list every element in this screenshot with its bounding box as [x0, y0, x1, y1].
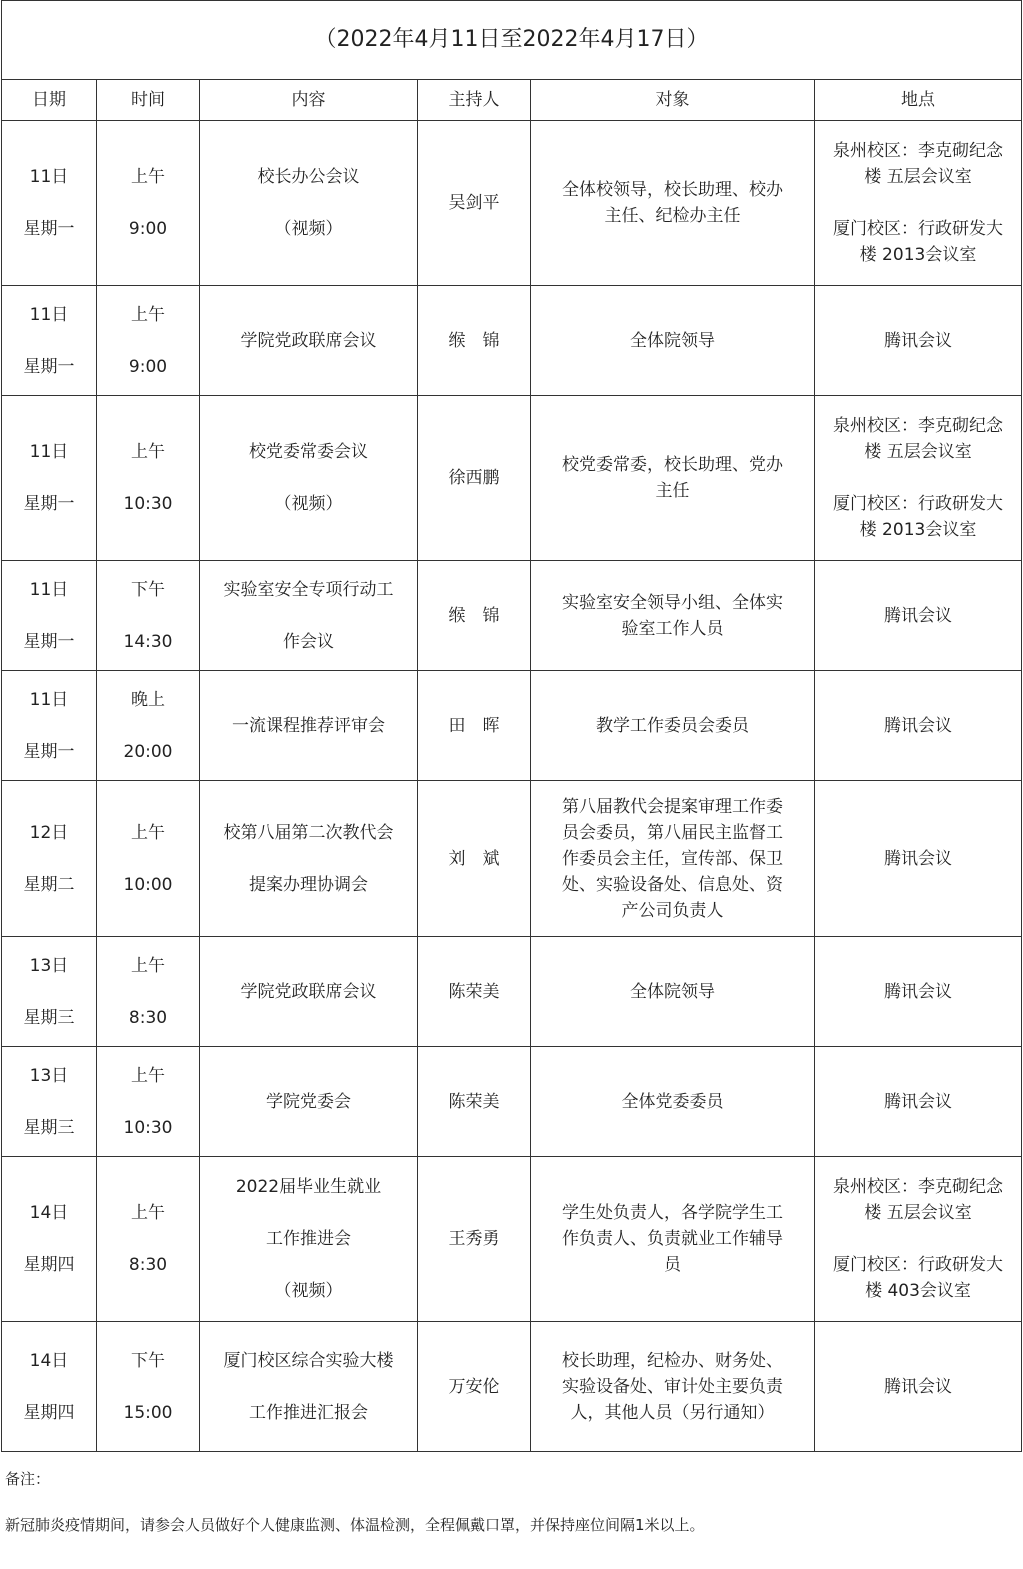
header-time: 时间 — [97, 80, 200, 121]
host-cell: 刘 斌 — [418, 781, 531, 937]
location-line: 腾讯会议 — [884, 1376, 952, 1397]
time-cell — [97, 561, 200, 671]
time-period: 上午 — [131, 955, 165, 976]
target-line: 全体院领导 — [630, 330, 715, 351]
content-line: （视频） — [274, 1281, 343, 1301]
table-header-row — [2, 80, 1022, 121]
content-line: 学院党政联席会议 — [240, 330, 377, 351]
time-cell — [97, 121, 200, 286]
target-cell — [531, 937, 815, 1047]
date-cell — [2, 396, 97, 561]
host-cell: 王秀勇 — [418, 1157, 531, 1322]
location-line: 腾讯会议 — [884, 1091, 952, 1112]
content-cell — [200, 286, 418, 396]
date-day: 12日 — [29, 822, 69, 843]
location-cell — [815, 781, 1022, 937]
content-line: 校长办公会议 — [257, 167, 360, 187]
date-weekday: 星期四 — [23, 1402, 75, 1423]
date-cell — [2, 937, 97, 1047]
date-cell — [2, 1047, 97, 1157]
host-cell: 陈荣美 — [418, 937, 531, 1047]
content-line: 厦门校区综合实验大楼 — [223, 1350, 394, 1371]
table-row — [2, 671, 1022, 781]
target-line: 学生处负责人，各学院学生工 — [562, 1203, 783, 1223]
target-line: 全体校领导，校长助理、校办 — [562, 180, 783, 200]
time-period: 上午 — [131, 442, 165, 462]
content-cell — [200, 1157, 418, 1322]
target-line: 主任、纪检办主任 — [604, 206, 741, 226]
notes-section — [5, 1468, 705, 1536]
target-line: 教学工作委员会委员 — [596, 715, 749, 736]
target-line: 员会委员，第八届民主监督工 — [562, 822, 783, 843]
time-cell — [97, 937, 200, 1047]
time-period: 下午 — [131, 1350, 165, 1371]
location-line: 腾讯会议 — [884, 848, 952, 869]
date-range-title: （2022年4月11日至2022年4月17日） — [2, 1, 1022, 80]
location-gap — [821, 465, 1015, 491]
content-cell — [200, 121, 418, 286]
target-cell — [531, 671, 815, 781]
content-line: （视频） — [274, 219, 343, 239]
target-line: 作负责人、负责就业工作辅导 — [562, 1229, 783, 1249]
date-cell — [2, 671, 97, 781]
target-cell — [531, 396, 815, 561]
host-cell: 徐西鹏 — [418, 396, 531, 561]
location-cell — [815, 396, 1022, 561]
notes-text: 新冠肺炎疫情期间，请参会人员做好个人健康监测、体温检测，全程佩戴口罩，并保持座位间隔1米以上。 — [5, 1516, 705, 1534]
location-quanzhou-room: 楼 五层会议室 — [864, 442, 972, 462]
date-day: 11日 — [29, 442, 69, 462]
target-cell — [531, 286, 815, 396]
content-line: 学院党政联席会议 — [240, 981, 377, 1002]
table-row — [2, 561, 1022, 671]
content-line: 学院党委会 — [266, 1091, 351, 1112]
location-quanzhou-room: 楼 五层会议室 — [864, 167, 972, 187]
time-value: 14:30 — [123, 631, 173, 652]
time-period: 上午 — [131, 1065, 165, 1086]
location-xiamen-line: 厦门校区：行政研发大 — [833, 1255, 1003, 1275]
time-cell — [97, 396, 200, 561]
content-cell — [200, 561, 418, 671]
host-cell: 缑 锦 — [418, 561, 531, 671]
content-cell — [200, 671, 418, 781]
location-cell — [815, 937, 1022, 1047]
host-cell: 田 晖 — [418, 671, 531, 781]
time-value: 8:30 — [128, 1255, 168, 1275]
location-gap — [821, 190, 1015, 216]
target-cell — [531, 561, 815, 671]
host-cell: 陈荣美 — [418, 1047, 531, 1157]
location-quanzhou-line: 泉州校区：李克砌纪念 — [833, 416, 1003, 436]
location-cell — [815, 121, 1022, 286]
date-day: 14日 — [29, 1203, 69, 1223]
content-line: 一流课程推荐评审会 — [232, 715, 385, 736]
time-value: 10:00 — [123, 874, 173, 895]
header-date: 日期 — [2, 80, 97, 121]
table-row — [2, 1157, 1022, 1322]
target-line: 实验室安全领导小组、全体实 — [562, 592, 783, 613]
notes-label: 备注： — [5, 1470, 51, 1488]
target-line: 主任 — [655, 481, 690, 501]
date-weekday: 星期三 — [23, 1007, 75, 1028]
date-weekday: 星期一 — [23, 741, 75, 762]
date-weekday: 星期四 — [23, 1255, 75, 1275]
content-line: （视频） — [274, 494, 343, 514]
header-location: 地点 — [815, 80, 1022, 121]
date-day: 13日 — [29, 1065, 69, 1086]
content-cell — [200, 1047, 418, 1157]
content-cell — [200, 1322, 418, 1452]
target-line: 员 — [664, 1255, 681, 1275]
time-cell — [97, 781, 200, 937]
content-line: 校党委常委会议 — [249, 442, 368, 462]
date-cell — [2, 1157, 97, 1322]
target-line: 处、实验设备处、信息处、资 — [562, 874, 783, 895]
content-cell — [200, 937, 418, 1047]
target-cell — [531, 121, 815, 286]
location-quanzhou-room: 楼 五层会议室 — [864, 1203, 972, 1223]
date-day: 14日 — [29, 1350, 69, 1371]
table-row — [2, 1322, 1022, 1452]
date-cell — [2, 561, 97, 671]
table-row — [2, 286, 1022, 396]
location-cell — [815, 1322, 1022, 1452]
location-xiamen-line: 厦门校区：行政研发大 — [833, 494, 1003, 514]
time-period: 上午 — [131, 1203, 165, 1223]
date-weekday: 星期一 — [23, 494, 75, 514]
content-line: 提案办理协调会 — [249, 874, 368, 895]
location-quanzhou-line: 泉州校区：李克砌纪念 — [833, 141, 1003, 161]
date-cell — [2, 781, 97, 937]
content-cell — [200, 781, 418, 937]
header-target: 对象 — [531, 80, 815, 121]
content-line: 校第八届第二次教代会 — [223, 822, 394, 843]
location-line: 腾讯会议 — [884, 330, 952, 351]
header-content: 内容 — [200, 80, 418, 121]
date-weekday: 星期一 — [23, 631, 75, 652]
time-period: 下午 — [131, 579, 165, 600]
content-line: 实验室安全专项行动工 — [223, 579, 394, 600]
target-line: 全体院领导 — [630, 981, 715, 1002]
location-line: 腾讯会议 — [884, 715, 952, 736]
host-cell: 万安伦 — [418, 1322, 531, 1452]
content-line: 工作推进汇报会 — [249, 1402, 368, 1423]
host-cell: 缑 锦 — [418, 286, 531, 396]
time-value: 9:00 — [128, 356, 168, 377]
date-day: 13日 — [29, 955, 69, 976]
location-cell — [815, 286, 1022, 396]
target-line: 校党委常委，校长助理、党办 — [562, 455, 783, 475]
location-cell — [815, 1157, 1022, 1322]
time-period: 上午 — [131, 822, 165, 843]
time-value: 15:00 — [123, 1402, 173, 1423]
location-cell — [815, 1047, 1022, 1157]
date-day: 11日 — [29, 304, 69, 325]
time-value: 9:00 — [128, 219, 168, 239]
date-weekday: 星期一 — [23, 219, 75, 239]
date-day: 11日 — [29, 689, 69, 710]
location-xiamen-room: 楼 403会议室 — [865, 1281, 971, 1301]
date-day: 11日 — [29, 167, 69, 187]
time-period: 晚上 — [131, 689, 165, 710]
target-line: 人，其他人员（另行通知） — [570, 1402, 775, 1423]
table-row — [2, 396, 1022, 561]
time-period: 上午 — [131, 304, 165, 325]
target-cell — [531, 781, 815, 937]
target-line: 校长助理，纪检办、财务处、 — [562, 1350, 783, 1371]
date-weekday: 星期二 — [23, 874, 75, 895]
location-xiamen-room: 楼 2013会议室 — [859, 520, 977, 540]
content-line: 2022届毕业生就业 — [235, 1177, 382, 1197]
location-line: 腾讯会议 — [884, 605, 952, 626]
time-value: 20:00 — [123, 741, 173, 762]
time-cell — [97, 286, 200, 396]
location-xiamen-room: 楼 2013会议室 — [859, 245, 977, 265]
target-cell — [531, 1322, 815, 1452]
time-value: 10:30 — [123, 1117, 173, 1138]
location-gap — [821, 1226, 1015, 1252]
date-weekday: 星期一 — [23, 356, 75, 377]
time-period: 上午 — [131, 167, 165, 187]
content-cell — [200, 396, 418, 561]
schedule-table — [1, 0, 1022, 1452]
time-cell — [97, 1047, 200, 1157]
content-line: 作会议 — [283, 631, 334, 652]
host-cell: 吴剑平 — [418, 121, 531, 286]
time-cell — [97, 1157, 200, 1322]
time-value: 8:30 — [128, 1007, 168, 1028]
table-row — [2, 121, 1022, 286]
location-xiamen-line: 厦门校区：行政研发大 — [833, 219, 1003, 239]
content-line: 工作推进会 — [266, 1229, 351, 1249]
location-line: 腾讯会议 — [884, 981, 952, 1002]
date-cell — [2, 286, 97, 396]
target-cell — [531, 1157, 815, 1322]
date-cell — [2, 1322, 97, 1452]
target-line: 第八届教代会提案审理工作委 — [562, 796, 783, 817]
time-cell — [97, 1322, 200, 1452]
date-cell — [2, 121, 97, 286]
target-cell — [531, 1047, 815, 1157]
target-line: 全体党委委员 — [621, 1091, 724, 1112]
date-day: 11日 — [29, 579, 69, 600]
table-row — [2, 1047, 1022, 1157]
location-cell — [815, 671, 1022, 781]
location-quanzhou-line: 泉州校区：李克砌纪念 — [833, 1177, 1003, 1197]
target-line: 验室工作人员 — [621, 618, 724, 639]
time-cell — [97, 671, 200, 781]
target-line: 产公司负责人 — [621, 900, 724, 921]
target-line: 实验设备处、审计处主要负责 — [562, 1376, 783, 1397]
table-row — [2, 781, 1022, 937]
table-row — [2, 937, 1022, 1047]
target-line: 作委员会主任，宣传部、保卫 — [562, 848, 783, 869]
header-host: 主持人 — [418, 80, 531, 121]
time-value: 10:30 — [123, 494, 173, 514]
date-weekday: 星期三 — [23, 1117, 75, 1138]
location-cell — [815, 561, 1022, 671]
